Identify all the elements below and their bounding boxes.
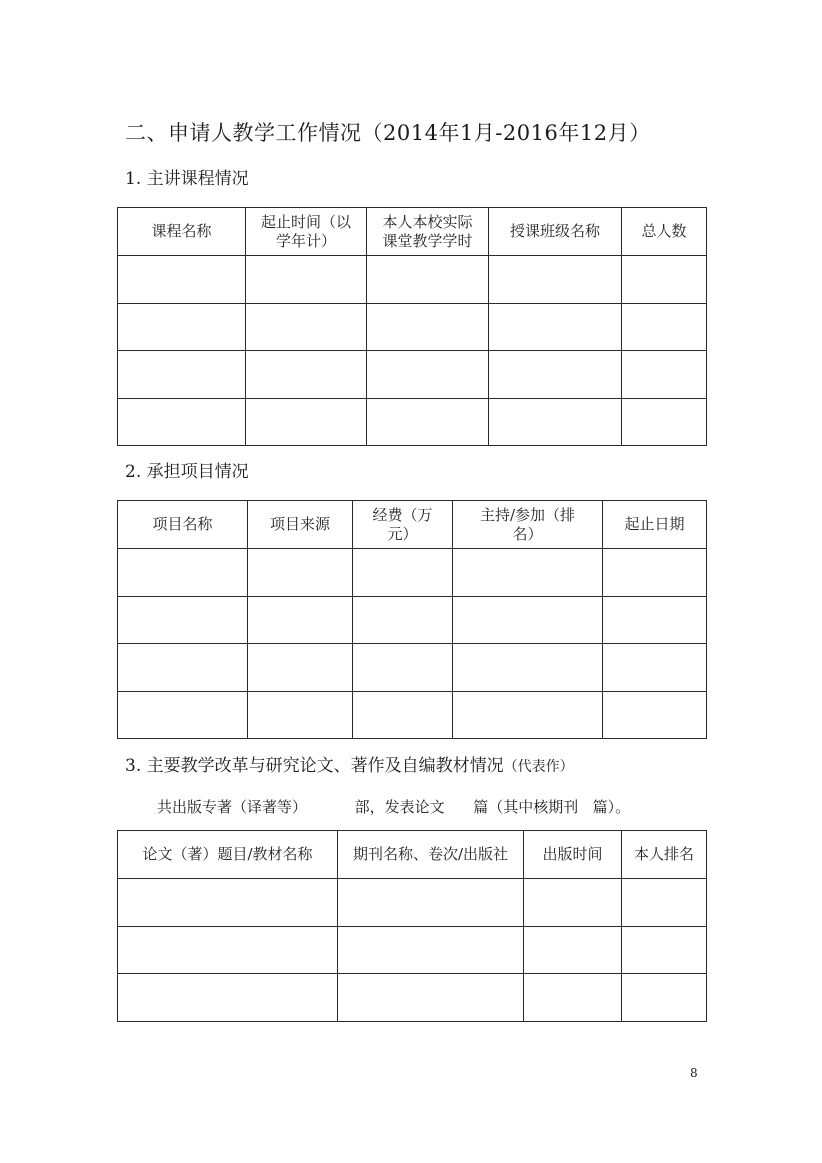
- table-row: [118, 879, 707, 927]
- table-cell[interactable]: [622, 256, 707, 304]
- table-cell[interactable]: [353, 644, 453, 692]
- table-cell[interactable]: [338, 926, 524, 974]
- section-1-heading: 1. 主讲课程情况: [125, 169, 249, 189]
- course-table: [117, 207, 707, 446]
- section-3-heading-note: （代表作）: [503, 759, 574, 775]
- column-header: [353, 501, 453, 549]
- table-header-row: [118, 501, 707, 549]
- table-row: [118, 974, 707, 1022]
- table-cell[interactable]: [118, 351, 246, 399]
- table-row: [118, 303, 707, 351]
- column-header-label: 总人数: [641, 222, 687, 240]
- column-header-label: 起止日期: [624, 515, 685, 533]
- section-3-heading-text: 3. 主要教学改革与研究论文、著作及自编教材情况: [125, 756, 504, 776]
- column-header: [118, 208, 246, 256]
- table-header-row: [118, 208, 707, 256]
- table-cell[interactable]: [118, 303, 246, 351]
- page-number: 8: [690, 1066, 698, 1080]
- column-header-label: 本人排名: [633, 845, 694, 863]
- table-cell[interactable]: [622, 879, 707, 927]
- column-header: [118, 831, 338, 879]
- project-table: [117, 500, 707, 739]
- table-row: [118, 691, 707, 739]
- table-cell[interactable]: [246, 398, 367, 446]
- table-row: [118, 926, 707, 974]
- table-cell[interactable]: [453, 644, 603, 692]
- table-row: [118, 256, 707, 304]
- table-cell[interactable]: [353, 691, 453, 739]
- table-cell[interactable]: [118, 256, 246, 304]
- table-cell[interactable]: [489, 303, 622, 351]
- column-header-label: 论文（著）题目/教材名称: [142, 845, 313, 863]
- table-cell[interactable]: [118, 398, 246, 446]
- table-cell[interactable]: [603, 596, 707, 644]
- table-cell[interactable]: [453, 596, 603, 644]
- table-row: [118, 596, 707, 644]
- table-cell[interactable]: [489, 351, 622, 399]
- table-cell[interactable]: [118, 644, 248, 692]
- table-cell[interactable]: [622, 398, 707, 446]
- publication-summary: 共出版专著（译著等） 部，发表论文 篇（其中核期刊 篇）。: [157, 798, 631, 816]
- table-row: [118, 549, 707, 597]
- table-cell[interactable]: [118, 974, 338, 1022]
- table-cell[interactable]: [489, 256, 622, 304]
- column-header: [248, 501, 353, 549]
- column-header-label: 课程名称: [151, 222, 212, 240]
- table-cell[interactable]: [118, 549, 248, 597]
- table-cell[interactable]: [246, 351, 367, 399]
- table-cell[interactable]: [248, 644, 353, 692]
- column-header: [622, 208, 707, 256]
- column-header-label: 主持/参加（排名）: [479, 505, 576, 543]
- column-header-label: 出版时间: [542, 845, 603, 863]
- table-cell[interactable]: [246, 256, 367, 304]
- table-cell[interactable]: [603, 549, 707, 597]
- column-header: [489, 208, 622, 256]
- table-cell[interactable]: [118, 691, 248, 739]
- table-row: [118, 351, 707, 399]
- table-cell[interactable]: [246, 303, 367, 351]
- table-row: [118, 398, 707, 446]
- table-cell[interactable]: [338, 974, 524, 1022]
- table-cell[interactable]: [524, 879, 622, 927]
- table-cell[interactable]: [248, 596, 353, 644]
- table-cell[interactable]: [489, 398, 622, 446]
- column-header-label: 授课班级名称: [509, 222, 600, 240]
- column-header: [622, 831, 707, 879]
- table-cell[interactable]: [524, 974, 622, 1022]
- publication-table: [117, 830, 707, 1022]
- column-header-label: 项目名称: [152, 515, 213, 533]
- table-cell[interactable]: [118, 596, 248, 644]
- column-header-label: 项目来源: [269, 515, 330, 533]
- table-cell[interactable]: [353, 596, 453, 644]
- table-cell[interactable]: [118, 879, 338, 927]
- section-2-heading: 2. 承担项目情况: [125, 462, 249, 482]
- table-cell[interactable]: [248, 549, 353, 597]
- table-cell[interactable]: [622, 303, 707, 351]
- table-cell[interactable]: [367, 398, 489, 446]
- column-header: [524, 831, 622, 879]
- table-cell[interactable]: [453, 691, 603, 739]
- column-header: [603, 501, 707, 549]
- table-cell[interactable]: [367, 303, 489, 351]
- column-header: [453, 501, 603, 549]
- column-header-label: 起止时间（以学年计）: [260, 212, 351, 250]
- table-cell[interactable]: [603, 644, 707, 692]
- table-cell[interactable]: [453, 549, 603, 597]
- table-cell[interactable]: [603, 691, 707, 739]
- column-header-label: 经费（万元）: [372, 505, 433, 543]
- table-row: [118, 644, 707, 692]
- page-title: 二、申请人教学工作情况（2014年1月-2016年12月）: [125, 121, 651, 145]
- column-header: [338, 831, 524, 879]
- table-cell[interactable]: [622, 926, 707, 974]
- table-cell[interactable]: [524, 926, 622, 974]
- column-header-label: 期刊名称、卷次/出版社: [352, 845, 509, 863]
- column-header: [246, 208, 367, 256]
- section-3-heading: [125, 751, 574, 776]
- table-cell[interactable]: [622, 974, 707, 1022]
- table-cell[interactable]: [622, 351, 707, 399]
- column-header-label: 本人本校实际课堂教学学时: [382, 212, 473, 250]
- table-cell[interactable]: [367, 351, 489, 399]
- table-cell[interactable]: [248, 691, 353, 739]
- table-cell[interactable]: [367, 256, 489, 304]
- table-header-row: [118, 831, 707, 879]
- table-cell[interactable]: [353, 549, 453, 597]
- table-cell[interactable]: [338, 879, 524, 927]
- column-header: [118, 501, 248, 549]
- column-header: [367, 208, 489, 256]
- table-cell[interactable]: [118, 926, 338, 974]
